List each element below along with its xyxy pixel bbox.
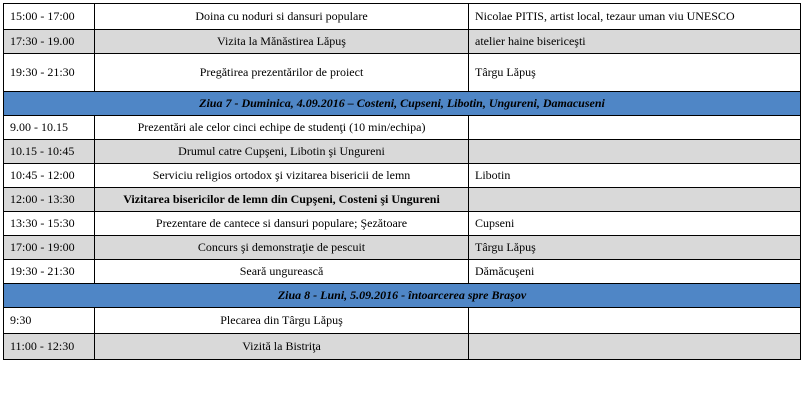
day-header: Ziua 7 - Duminica, 4.09.2016 – Costeni, Cupseni, Libotin, Ungureni, Damacuseni (4, 92, 801, 116)
activity-cell: Prezentare de cantece si dansuri populare; Şezătoare (95, 212, 469, 236)
activity-cell: Drumul catre Cupşeni, Libotin şi Ungureni (95, 140, 469, 164)
location-cell: Dămăcuşeni (469, 260, 801, 284)
schedule-table (3, 3, 801, 360)
table-row (4, 308, 801, 334)
location-cell: Cupseni (469, 212, 801, 236)
location-cell (469, 140, 801, 164)
time-cell: 17:00 - 19:00 (4, 236, 95, 260)
location-cell: Nicolae PITIS, artist local, tezaur uman viu UNESCO (469, 4, 801, 30)
day-header: Ziua 8 - Luni, 5.09.2016 - întoarcerea spre Braşov (4, 284, 801, 308)
activity-cell: Plecarea din Târgu Lăpuş (95, 308, 469, 334)
location-cell: atelier haine bisericeşti (469, 30, 801, 54)
day-header-row (4, 92, 801, 116)
location-cell (469, 116, 801, 140)
activity-cell: Vizită la Bistriţa (95, 334, 469, 360)
time-cell: 10:45 - 12:00 (4, 164, 95, 188)
activity-cell: Doina cu noduri si dansuri populare (95, 4, 469, 30)
table-row (4, 334, 801, 360)
schedule-body (4, 4, 801, 360)
table-row (4, 164, 801, 188)
table-row (4, 212, 801, 236)
activity-cell: Prezentări ale celor cinci echipe de studenţi (10 min/echipa) (95, 116, 469, 140)
table-row (4, 54, 801, 92)
activity-cell: Concurs şi demonstraţie de pescuit (95, 236, 469, 260)
location-cell: Târgu Lăpuş (469, 236, 801, 260)
time-cell: 12:00 - 13:30 (4, 188, 95, 212)
activity-cell: Vizitarea bisericilor de lemn din Cupşeni, Costeni şi Ungureni (95, 188, 469, 212)
activity-cell: Seară ungurească (95, 260, 469, 284)
table-row (4, 236, 801, 260)
location-cell: Libotin (469, 164, 801, 188)
table-row (4, 140, 801, 164)
time-cell: 17:30 - 19.00 (4, 30, 95, 54)
time-cell: 10.15 - 10:45 (4, 140, 95, 164)
table-row (4, 188, 801, 212)
activity-cell: Pregătirea prezentărilor de proiect (95, 54, 469, 92)
location-cell (469, 188, 801, 212)
day-header-row (4, 284, 801, 308)
activity-cell: Vizita la Mănăstirea Lăpuş (95, 30, 469, 54)
time-cell: 11:00 - 12:30 (4, 334, 95, 360)
table-row (4, 30, 801, 54)
time-cell: 19:30 - 21:30 (4, 260, 95, 284)
table-row (4, 260, 801, 284)
table-row (4, 4, 801, 30)
time-cell: 9:30 (4, 308, 95, 334)
location-cell: Târgu Lăpuş (469, 54, 801, 92)
table-row (4, 116, 801, 140)
time-cell: 15:00 - 17:00 (4, 4, 95, 30)
location-cell (469, 334, 801, 360)
time-cell: 9.00 - 10.15 (4, 116, 95, 140)
time-cell: 19:30 - 21:30 (4, 54, 95, 92)
time-cell: 13:30 - 15:30 (4, 212, 95, 236)
activity-cell: Serviciu religios ortodox şi vizitarea bisericii de lemn (95, 164, 469, 188)
location-cell (469, 308, 801, 334)
